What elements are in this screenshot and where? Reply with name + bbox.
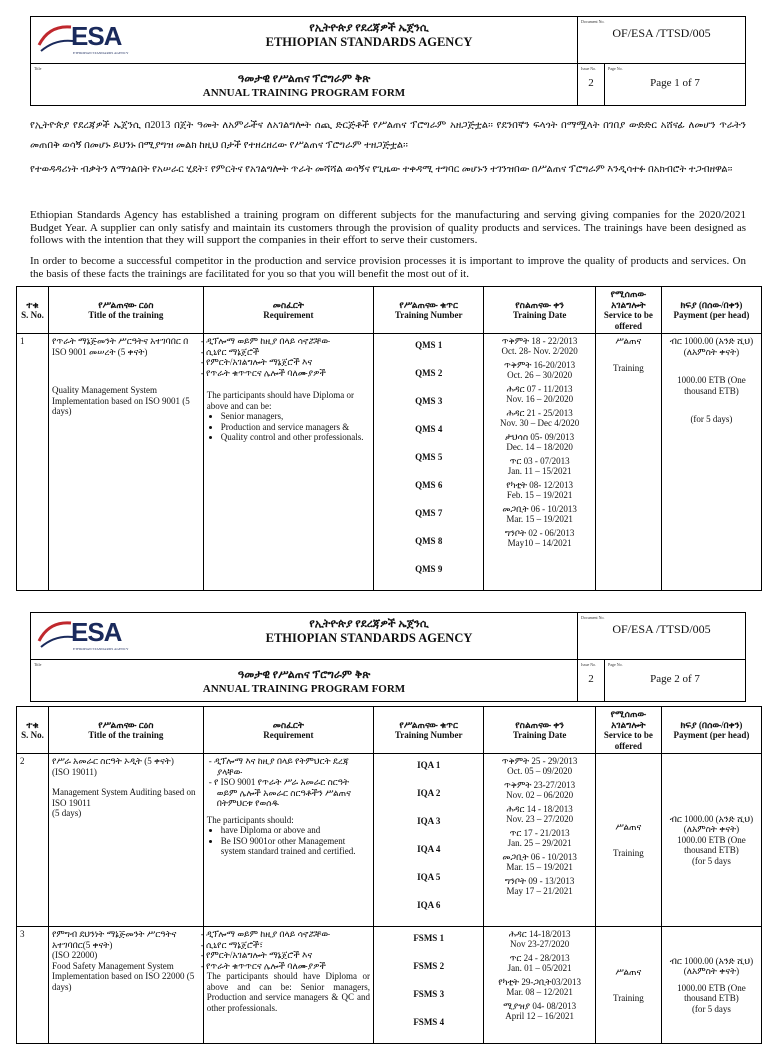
logo-cell [31, 17, 162, 64]
form-title-am: ዓመታዊ የሥልጠና ፕሮግራም ቅጽ [237, 73, 371, 85]
page-no-label: Page No. [608, 66, 623, 71]
col-sno: ተቁ S. No. [17, 707, 49, 754]
form-title-cell [31, 660, 578, 702]
title-label: Title [34, 662, 42, 667]
doc-no-cell [578, 613, 746, 660]
esa-logo [31, 613, 141, 653]
row-payment: ብር 1000.00 (አንድ ሺህ) (ለአምስት ቀናት) 1000.00 ETB (One thousand ETB) (for 5 days [661, 754, 761, 927]
row-title: የምግብ ደህንነት ማኔጅመንት ሥርዓትና አተገባበር(5 ቀናት) (ISO 22000) Food Safety Management System Implementation based on ISO 22000 (5 days) [48, 927, 203, 1044]
training-table-1 [16, 286, 762, 591]
page-cell [605, 64, 746, 106]
agency-name-en: ETHIOPIAN STANDARDS AGENCY [265, 631, 473, 645]
form-title-en: ANNUAL TRAINING PROGRAM FORM [202, 683, 406, 695]
intro-en-2: In order to become a successful competitor in the production and service provision processes it is important to improve the quality of products and services. On the basis of these facts the trainings are facilitated for you so that you will benefit the most out of it. [30, 255, 746, 280]
page-cell [605, 660, 746, 702]
row-no: 1 [17, 334, 49, 591]
table-row [17, 334, 762, 591]
col-payment: ክፍያ (በሰው/በቀን) Payment (per head) [661, 707, 761, 754]
esa-logo-icon [35, 21, 75, 55]
row-service: ሥልጠና Training [595, 334, 661, 591]
col-training-date: የስልጠናው ቀን Training Date [484, 287, 595, 334]
row-dates: ሕዳር 14-18/2013 Nov 23-27/2020 ጥር 24 - 28/2013 Jan. 01 – 05/2021 የካቲት 29-ጋቢት03/2013 Mar. 08 – 12/2021 ሚያዝያ 04- 08/2013 April 12 – 16/2021 [484, 927, 595, 1044]
row-no: 3 [17, 927, 49, 1044]
page2-header [30, 612, 746, 702]
col-payment: ክፍያ (በሰው/በቀን) Payment (per head) [661, 287, 761, 334]
agency-name-am: የኢትዮጵያ የደረጃዎች ኤጀንሲ [309, 618, 429, 630]
logo-text: ESA [71, 617, 122, 647]
row-no: 2 [17, 754, 49, 927]
agency-cell [161, 17, 578, 64]
logo-subtitle: ETHIOPIAN STANDARDS AGENCY [73, 647, 129, 651]
table-header-row [17, 707, 762, 754]
intro-en-1: Ethiopian Standards Agency has established a training program on different subjects for the manufacturing and serving giving companies for the 2020/2021 Budget Year. A supplier can only satisfy and maintain its customers through the provision of quality products and services. The trainings have been designed as follows with the intention that they will support the companies in their effort to serve their customers. [30, 209, 746, 246]
doc-no-label: Document No. [581, 19, 605, 24]
row-title: የሥራ አመራር ስርዓት ኦዲት (5 ቀናት) (ISO 19011) Management System Auditing based on ISO 19011 (5 days) [48, 754, 203, 927]
col-training-number: የሥልጠናው ቁጥር Training Number [374, 287, 484, 334]
col-requirement: መስፈርት Requirement [203, 287, 373, 334]
intro-am-1: የኢትዮጵያ የደረጃዎች ኤጀንሲ በ2013 በጀት ዓመት ለአምራችና ለአገልግሎት ሰጪ ድርጅቶች የሥልጠና ፕሮግራም አዘጋጅቷል፡፡ የደንበኛን ፍላጎት በማሟላት በገበያ ውድድር አሸናፊ ለመሆን ጥራትን መጠበቅ ወሳኝ በመሆኑ ይህንኑ በሚያግዝ መልክ ከዚህ በታች የተዘረዘረው የሥልጠና ፕሮግራም ተዘጋጅቷል፡፡ [30, 120, 746, 151]
logo-text: ESA [71, 21, 122, 51]
doc-no: OF/ESA /TTSD/005 [612, 622, 711, 636]
page-number: Page 2 of 7 [650, 673, 700, 685]
row-service: ሥልጠና Training [595, 927, 661, 1044]
agency-cell [161, 613, 578, 660]
title-label: Title [34, 66, 42, 71]
issue-no: 2 [588, 77, 594, 89]
page-no-label: Page No. [608, 662, 623, 667]
doc-no-label: Document No. [581, 615, 605, 620]
issue-label: Issue No. [581, 662, 597, 667]
col-training-number: የሥልጠናው ቁጥር Training Number [374, 707, 484, 754]
page-number: Page 1 of 7 [650, 77, 700, 89]
form-title-en: ANNUAL TRAINING PROGRAM FORM [202, 87, 406, 99]
intro-am-2: የተወዳዳሪነት ብቃትን ለማጎልበት የአሠራር ሂደት፣ የምርትና የአገልግሎት ጥራት መሻሻል ወሳኝና የጊዜው ተቀዳሚ ተግባር መሆኑን ተገንዝበው በሥልጠና ፕሮግራም እንዲሳተፉ በአክብሮት ተጋብዘዋል፡፡ [30, 164, 733, 175]
form-title-cell [31, 64, 578, 106]
col-title: የሥልጠናው ርዕስ Title of the training [48, 287, 203, 334]
table-row [17, 754, 762, 927]
row-requirement: - ዲፕሎማ ወይም ከዚያ በላይ ሳኖሯቸው - ሲኒየር ማኔጀሮች፣ - የምርት/አገልግሎት ማኔጀሮች እና - የጥራት ቁጥጥርና ሌሎች ባለሙያዎች The participants should have Diploma or above and can be: Senior managers, Production and service managers & QC and other professionals. [203, 927, 373, 1044]
row-codes: IQA 1 IQA 2 IQA 3 IQA 4 IQA 5 IQA 6 [374, 754, 484, 927]
row-dates: ጥቅምት 18 - 22/2013 Oct. 28- Nov. 2/2020 ጥቅምት 16-20/2013 Oct. 26 – 30/2020 ሕዳር 07 - 11/2013 Nov. 16 – 20/2020 ሕዳር 21 - 25/2013 Nov. 30 – Dec 4/2020 ታህሳስ 05- 09/2013 Dec. 14 – 18/2020 ጥር 03 - 07/2013 Jan. 11 – 15/2021 የካቲት 08- 12/2013 Feb. 15 – 19/2021 መጋቢት 06 - 10/2013 Mar. 15 – 19/2021 ግንቦት 02 - 06/2013 May10 – 14/2021 [484, 334, 595, 591]
row-requirement: - ዲፕሎማ እና ከዚያ በላይ የትምህርት ደረጃ ያላቸው - የ ISO 9001 የጥራት ሥራ አመራር ስርዓት ወይም ሌሎች አመራር ስርዓቶችን ሥልጠና በትምህርቱ የወሰዱ The participants should: • have Diploma or above and • Be ISO 9001or other Management system standard trained and certified. [203, 754, 373, 927]
row-title: የጥራት ማኔጅመንት ሥርዓትና አተገባበር በ ISO 9001 መሠረት (5 ቀናት) Quality Management System Implementation based on ISO 9001 (5 days) [48, 334, 203, 591]
col-sno: ተቁ S. No. [17, 287, 49, 334]
row-codes: QMS 1 QMS 2 QMS 3 QMS 4 QMS 5 QMS 6 QMS 7 QMS 8 QMS 9 [374, 334, 484, 591]
col-service: የሚሰጠው አገልግሎት Service to be offered [595, 287, 661, 334]
issue-cell [578, 64, 605, 106]
col-training-date: የስልጠናው ቀን Training Date [484, 707, 595, 754]
col-title: የሥልጠናው ርዕስ Title of the training [48, 707, 203, 754]
logo-subtitle: ETHIOPIAN STANDARDS AGENCY [73, 51, 129, 55]
col-requirement: መስፈርት Requirement [203, 707, 373, 754]
issue-cell [578, 660, 605, 702]
issue-label: Issue No. [581, 66, 597, 71]
page1-header [30, 16, 746, 106]
training-table-2 [16, 706, 762, 1044]
table-header-row [17, 287, 762, 334]
agency-name-am: የኢትዮጵያ የደረጃዎች ኤጀንሲ [309, 22, 429, 34]
row-payment: ብር 1000.00 (አንድ ሺህ) (ለአምስት ቀናት) 1000.00 ETB (One thousand ETB) (for 5 days) [661, 334, 761, 591]
row-dates: ጥቅምት 25 - 29/2013 Oct. 05 – 09/2020 ጥቅምት 23-27/2013 Nov. 02 – 06/2020 ሕዳር 14 - 18/2013 Nov. 23 – 27/2020 ጥር 17 - 21/2013 Jan. 25 – 29/2021 መጋቢት 06 - 10/2013 Mar. 15 – 19/2021 ግንቦት 09 - 13/2013 May 17 – 21/2021 [484, 754, 595, 927]
form-title-am: ዓመታዊ የሥልጠና ፕሮግራም ቅጽ [237, 669, 371, 681]
col-service: የሚሰጠው አገልግሎት Service to be offered [595, 707, 661, 754]
row-service: ሥልጠና Training [595, 754, 661, 927]
issue-no: 2 [588, 673, 594, 685]
doc-no-cell [578, 17, 746, 64]
esa-logo-icon [35, 617, 75, 651]
agency-name-en: ETHIOPIAN STANDARDS AGENCY [265, 35, 473, 49]
table-row [17, 927, 762, 1044]
row-codes: FSMS 1 FSMS 2 FSMS 3 FSMS 4 [374, 927, 484, 1044]
row-requirement: - ዲፕሎማ ወይም ከዚያ በላይ ሳኖሯቸው - ሲኒየር ማኔጀሮች - የምርት/አገልግሎት ማኔጀሮች እና - የጥራት ቁጥጥርና ሌሎች ባለሙያዎች The participants should have Diploma or above and can be: • Senior managers, • Production and service managers & • Quality control and other professionals. [203, 334, 373, 591]
doc-no: OF/ESA /TTSD/005 [612, 26, 711, 40]
row-payment: ብር 1000.00 (አንድ ሺህ) (ለአምስት ቀናት) 1000.00 ETB (One thousand ETB) (for 5 days [661, 927, 761, 1044]
esa-logo [31, 17, 141, 57]
logo-cell [31, 613, 162, 660]
